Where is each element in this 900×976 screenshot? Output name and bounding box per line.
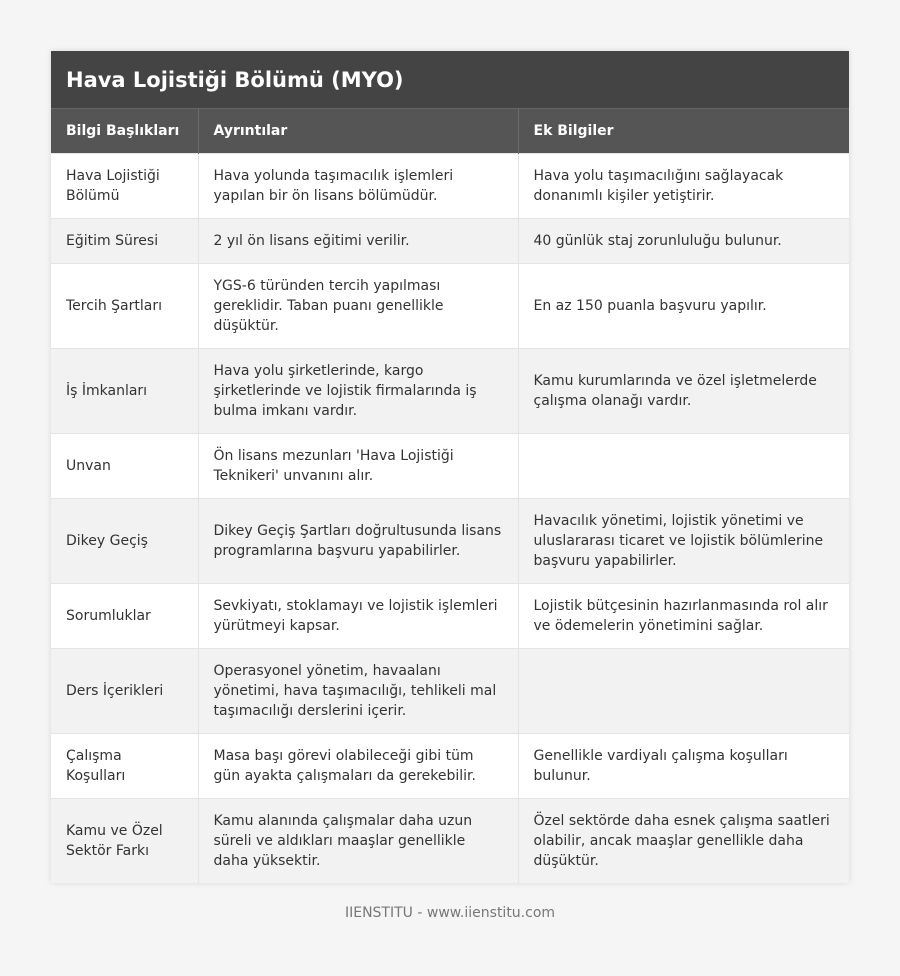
row-heading-cell: Hava Lojistiği Bölümü: [51, 154, 198, 219]
row-heading-cell: Çalışma Koşulları: [51, 734, 198, 799]
extra-info-cell: Hava yolu taşımacılığını sağlayacak donanımlı kişiler yetiştirir.: [518, 154, 849, 219]
extra-info-cell: Özel sektörde daha esnek çalışma saatleri olabilir, ancak maaşlar genellikle daha düşüktür.: [518, 799, 849, 884]
table-row: [51, 434, 849, 499]
table-row: [51, 584, 849, 649]
details-cell: Kamu alanında çalışmalar daha uzun süreli ve aldıkları maaşlar genellikle daha yüksektir.: [198, 799, 518, 884]
row-heading-cell: Kamu ve Özel Sektör Farkı: [51, 799, 198, 884]
table-row: [51, 219, 849, 264]
row-heading-cell: Tercih Şartları: [51, 264, 198, 349]
row-heading-cell: Eğitim Süresi: [51, 219, 198, 264]
table-row: [51, 799, 849, 884]
table-row: [51, 499, 849, 584]
row-heading-cell: Unvan: [51, 434, 198, 499]
details-cell: YGS-6 türünden tercih yapılması gereklidir. Taban puanı genellikle düşüktür.: [198, 264, 518, 349]
table-row: [51, 734, 849, 799]
extra-info-cell: Havacılık yönetimi, lojistik yönetimi ve uluslararası ticaret ve lojistik bölümlerine başvuru yapabilirler.: [518, 499, 849, 584]
table-header-row: [51, 109, 849, 154]
row-heading-cell: Ders İçerikleri: [51, 649, 198, 734]
table-row: [51, 154, 849, 219]
extra-info-cell: Kamu kurumlarında ve özel işletmelerde çalışma olanağı vardır.: [518, 349, 849, 434]
extra-info-cell: [518, 434, 849, 499]
details-cell: 2 yıl ön lisans eğitimi verilir.: [198, 219, 518, 264]
extra-info-cell: 40 günlük staj zorunluluğu bulunur.: [518, 219, 849, 264]
details-cell: Ön lisans mezunları 'Hava Lojistiği Teknikeri' unvanını alır.: [198, 434, 518, 499]
column-header-ayrintilar: Ayrıntılar: [198, 109, 518, 154]
table-title: Hava Lojistiği Bölümü (MYO): [51, 51, 849, 108]
row-heading-cell: Dikey Geçiş: [51, 499, 198, 584]
table-row: [51, 649, 849, 734]
details-cell: Dikey Geçiş Şartları doğrultusunda lisans programlarına başvuru yapabilirler.: [198, 499, 518, 584]
table-row: [51, 264, 849, 349]
details-cell: Operasyonel yönetim, havaalanı yönetimi, hava taşımacılığı, tehlikeli mal taşımacılığı derslerini içerir.: [198, 649, 518, 734]
info-table: [51, 108, 849, 883]
row-heading-cell: İş İmkanları: [51, 349, 198, 434]
extra-info-cell: Genellikle vardiyalı çalışma koşulları bulunur.: [518, 734, 849, 799]
extra-info-cell: En az 150 puanla başvuru yapılır.: [518, 264, 849, 349]
extra-info-cell: [518, 649, 849, 734]
details-cell: Hava yolunda taşımacılık işlemleri yapılan bir ön lisans bölümüdür.: [198, 154, 518, 219]
details-cell: Hava yolu şirketlerinde, kargo şirketlerinde ve lojistik firmalarında iş bulma imkanı vardır.: [198, 349, 518, 434]
extra-info-cell: Lojistik bütçesinin hazırlanmasında rol alır ve ödemelerin yönetimini sağlar.: [518, 584, 849, 649]
row-heading-cell: Sorumluklar: [51, 584, 198, 649]
table-row: [51, 349, 849, 434]
details-cell: Masa başı görevi olabileceği gibi tüm gün ayakta çalışmaları da gerekebilir.: [198, 734, 518, 799]
column-header-ek-bilgiler: Ek Bilgiler: [518, 109, 849, 154]
info-table-card: [51, 51, 849, 883]
column-header-bilgi-basliklari: Bilgi Başlıkları: [51, 109, 198, 154]
details-cell: Sevkiyatı, stoklamayı ve lojistik işlemleri yürütmeyi kapsar.: [198, 584, 518, 649]
footer-credit: IIENSTITU - www.iienstitu.com: [344, 905, 556, 921]
